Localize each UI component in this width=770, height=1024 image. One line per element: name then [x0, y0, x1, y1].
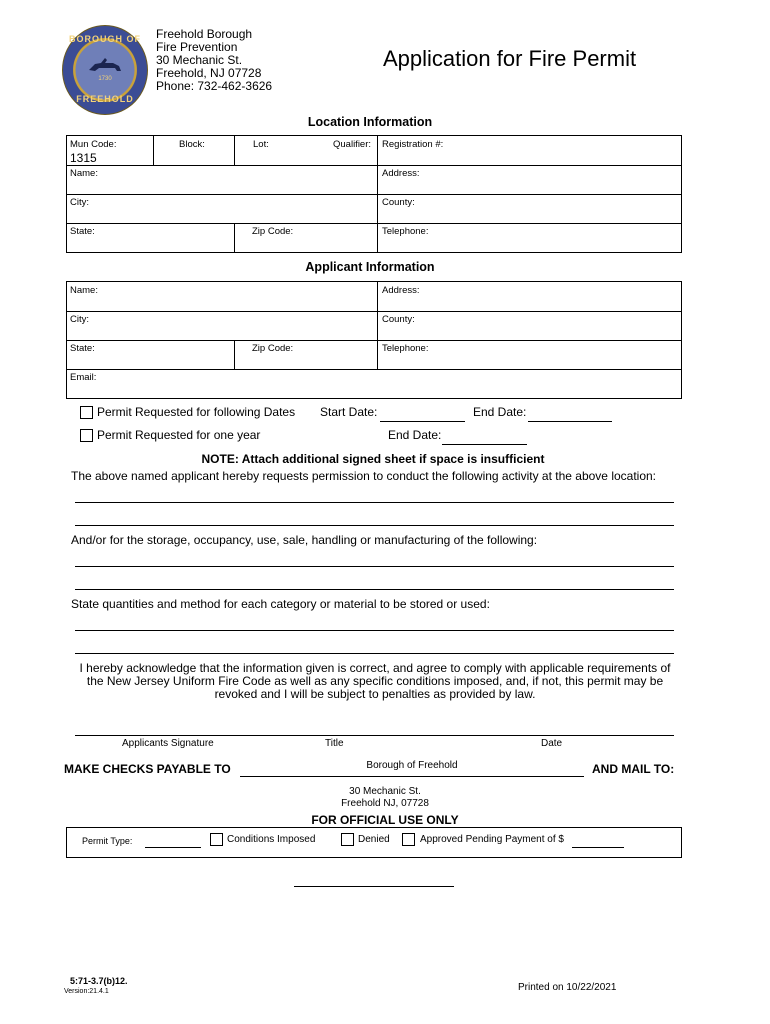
applicant-county-label: County: [382, 314, 415, 325]
office-address [156, 28, 272, 93]
form-version: Version:21.4.1 [64, 988, 109, 995]
official-use-heading: FOR OFFICIAL USE ONLY [311, 813, 459, 827]
quantities-line-2[interactable] [75, 653, 674, 654]
one-year-option-label: Permit Requested for one year [97, 428, 261, 442]
applicant-heading: Applicant Information [305, 260, 435, 274]
mail-address-line-2: Freehold NJ, 07728 [341, 798, 429, 809]
permit-type-label: Permit Type: [82, 836, 133, 846]
location-box [66, 135, 682, 253]
location-state-label: State: [70, 226, 95, 237]
note-text: NOTE: Attach additional signed sheet if space is insufficient [201, 452, 545, 466]
official-signature-line[interactable] [294, 886, 454, 887]
location-name-label: Name: [70, 168, 98, 179]
location-telephone-label: Telephone: [382, 226, 429, 237]
conditions-imposed-checkbox[interactable] [210, 833, 223, 846]
block-label: Block: [179, 139, 205, 150]
seal-text-bottom: FREEHOLD [76, 94, 134, 104]
one-year-end-date-label: End Date: [388, 428, 442, 442]
applicant-telephone-label: Telephone: [382, 343, 429, 354]
borough-seal-logo [62, 25, 148, 115]
checks-payable-label: MAKE CHECKS PAYABLE TO [64, 762, 231, 776]
mun-code-field[interactable]: 1315 [70, 151, 97, 165]
applicant-name-label: Name: [70, 285, 98, 296]
applicant-address-label: Address: [382, 285, 420, 296]
horse-rider-icon [85, 54, 125, 74]
end-date-label: End Date: [473, 405, 527, 419]
mail-to-label: AND MAIL TO: [592, 762, 675, 776]
applicant-state-label: State: [70, 343, 95, 354]
applicant-city-label: City: [70, 314, 89, 325]
payee-line [240, 776, 584, 777]
storage-line-2[interactable] [75, 589, 674, 590]
mun-code-label: Mun Code: [70, 139, 117, 150]
form-title: Application for Fire Permit [383, 46, 637, 71]
dates-checkbox[interactable] [80, 406, 93, 419]
address-line: Phone: 732-462-3626 [156, 79, 273, 93]
official-use-box [66, 827, 682, 858]
location-heading: Location Information [307, 115, 433, 129]
lot-label: Lot: [253, 139, 269, 150]
registration-label: Registration #: [382, 139, 444, 150]
location-address-label: Address: [382, 168, 420, 179]
acknowledgement-line: I hereby acknowledge that the information given is correct, and agree to comply with applicable requirements of [79, 661, 671, 675]
signature-line[interactable] [75, 735, 674, 736]
conditions-imposed-label: Conditions Imposed [227, 834, 316, 845]
denied-label: Denied [358, 834, 390, 845]
location-zip-label: Zip Code: [252, 226, 294, 237]
applicant-email-label: Email: [70, 372, 97, 383]
signature-title-label: Title [325, 738, 344, 749]
form-code: 5:71-3.7(b)12. [70, 976, 128, 986]
end-date-field[interactable] [528, 421, 612, 422]
start-date-field[interactable] [380, 421, 465, 422]
permit-type-field[interactable] [145, 847, 201, 848]
address-line: Freehold, NJ 07728 [156, 66, 262, 80]
signature-label: Applicants Signature [122, 738, 214, 749]
storage-line-1[interactable] [75, 566, 674, 567]
address-line: 30 Mechanic St. [156, 53, 243, 67]
location-county-label: County: [382, 197, 415, 208]
approved-pending-label: Approved Pending Payment of $ [420, 834, 564, 845]
quantities-text: State quantities and method for each category or material to be stored or used: [71, 597, 490, 611]
payment-amount-field[interactable] [572, 847, 624, 848]
one-year-checkbox[interactable] [80, 429, 93, 442]
qualifier-label: Qualifier: [333, 139, 372, 150]
storage-text: And/or for the storage, occupancy, use, sale, handling or manufacturing of the following: [71, 533, 538, 547]
applicant-box [66, 281, 682, 399]
request-text: The above named applicant hereby requests permission to conduct the following activity at the above location: [71, 469, 657, 483]
printed-date: Printed on 10/22/2021 [518, 982, 617, 993]
signature-date-label: Date [541, 738, 563, 749]
activity-line-1[interactable] [75, 502, 674, 503]
address-line: Freehold Borough [156, 27, 253, 41]
address-line: Fire Prevention [156, 40, 238, 54]
acknowledgement-line: the New Jersey Uniform Fire Code as well as any specific conditions imposed, and, if not, this permit may be [86, 674, 664, 688]
mail-address-line-1: 30 Mechanic St. [349, 786, 421, 797]
applicant-zip-label: Zip Code: [252, 343, 294, 354]
dates-option-label: Permit Requested for following Dates [97, 405, 296, 419]
approved-pending-checkbox[interactable] [402, 833, 415, 846]
quantities-line-1[interactable] [75, 630, 674, 631]
seal-year: 1730 [98, 76, 112, 82]
acknowledgement-line: revoked and I will be subject to penalties as provided by law. [214, 687, 536, 701]
activity-line-2[interactable] [75, 525, 674, 526]
payee-name: Borough of Freehold [366, 760, 458, 771]
acknowledgement-text [60, 662, 690, 701]
denied-checkbox[interactable] [341, 833, 354, 846]
seal-text-top: BOROUGH OF [69, 34, 141, 44]
one-year-end-date-field[interactable] [442, 444, 527, 445]
location-city-label: City: [70, 197, 89, 208]
start-date-label: Start Date: [320, 405, 378, 419]
